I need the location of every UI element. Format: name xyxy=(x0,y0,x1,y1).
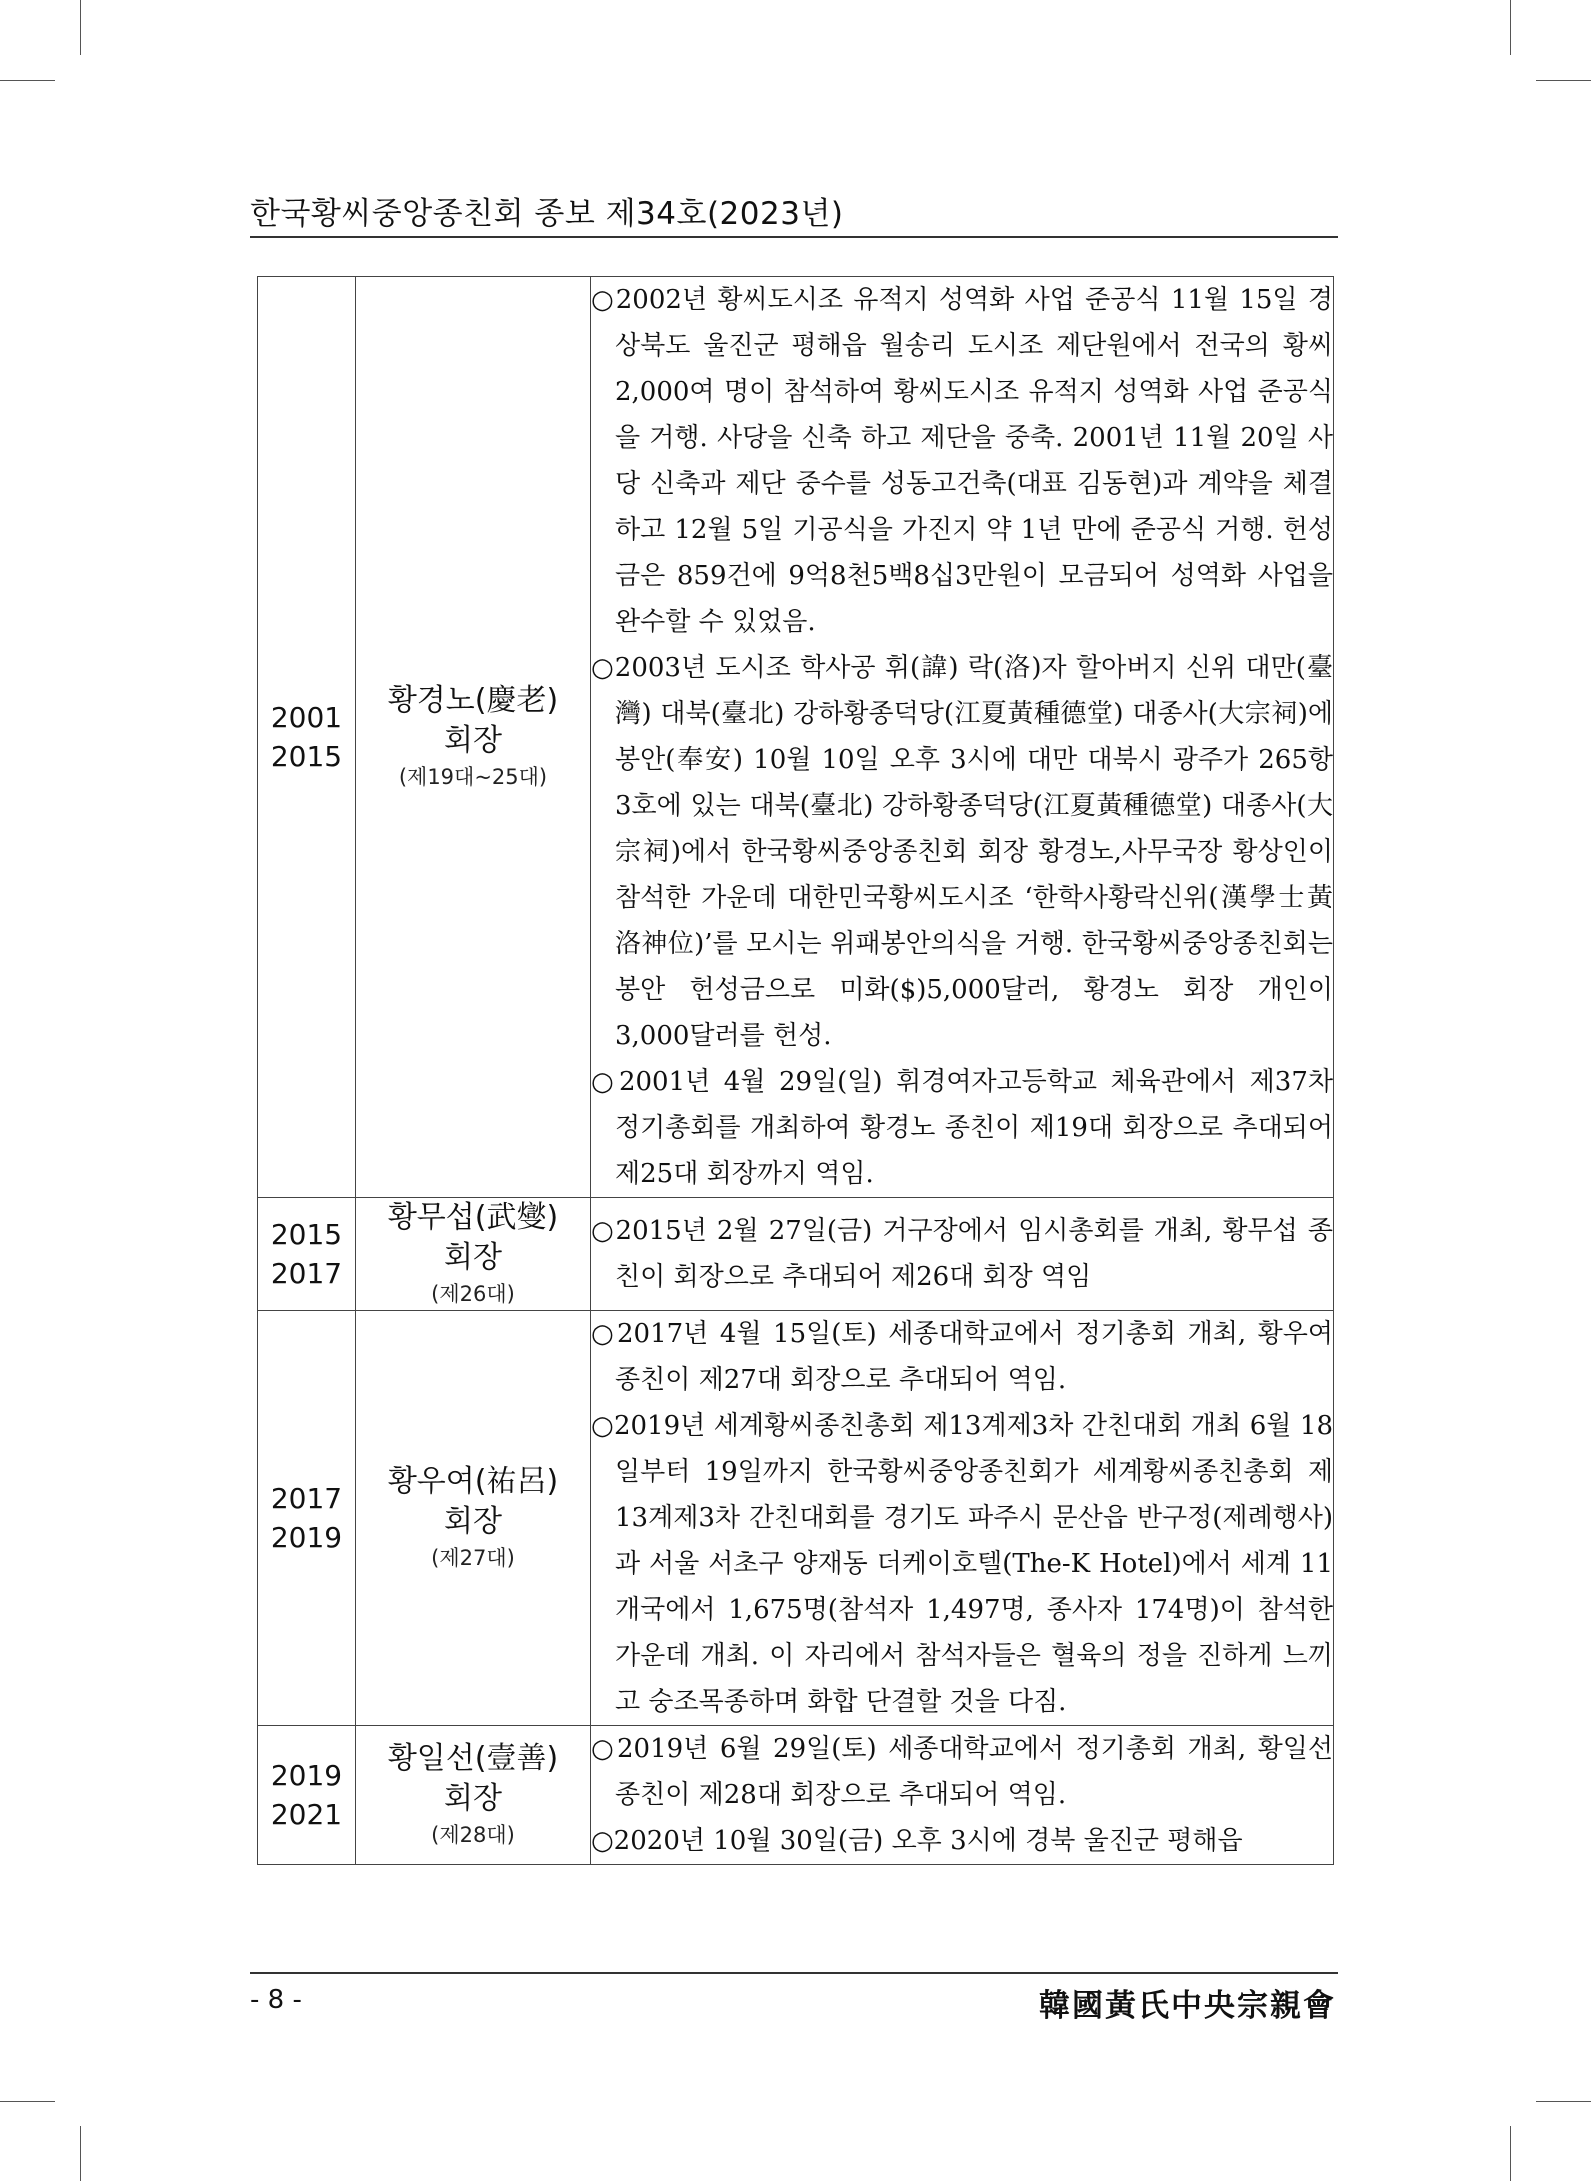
president-role: 회장 xyxy=(444,1781,502,1816)
term-label: (제27대) xyxy=(431,1546,515,1570)
crop-mark xyxy=(0,80,55,81)
crop-mark xyxy=(1536,2101,1591,2102)
table-row xyxy=(258,1726,1334,1865)
name-cell xyxy=(356,1726,591,1865)
organization-name: 韓國黃氏中央宗親會 xyxy=(1039,1988,1336,2024)
crop-mark xyxy=(80,0,81,55)
year-cell xyxy=(258,277,356,1198)
year-end: 2017 xyxy=(270,1257,343,1290)
crop-mark xyxy=(1510,0,1511,55)
events-cell xyxy=(591,277,1334,1198)
table-row xyxy=(258,277,1334,1198)
year-start: 2017 xyxy=(270,1482,343,1515)
president-name: 황우여(祐呂) xyxy=(387,1464,559,1499)
event-entry: ○2020년 10월 30일(금) 오후 3시에 경북 울진군 평해읍 xyxy=(591,1826,1243,1856)
year-cell xyxy=(258,1726,356,1865)
president-name: 황무섭(武燮) xyxy=(387,1200,559,1235)
events-cell xyxy=(591,1198,1334,1311)
crop-mark xyxy=(0,2101,55,2102)
running-header: 한국황씨중앙종친회 종보 제34호(2023년) xyxy=(250,196,844,232)
president-name: 황일선(壹善) xyxy=(387,1741,559,1776)
crop-mark xyxy=(1510,2126,1511,2181)
table-row xyxy=(258,1311,1334,1726)
president-name: 황경노(慶老) xyxy=(387,683,559,718)
footer-rule xyxy=(250,1972,1338,1974)
president-role: 회장 xyxy=(444,723,502,758)
table-row xyxy=(258,1198,1334,1311)
event-entry: ○2019년 6월 29일(토) 세종대학교에서 정기총회 개최, 황일선 종친이 제28대 회장으로 추대되어 역임. xyxy=(591,1734,1333,1810)
crop-mark xyxy=(80,2126,81,2181)
name-cell xyxy=(356,1311,591,1726)
year-end: 2015 xyxy=(270,740,343,773)
term-label: (제28대) xyxy=(431,1823,515,1847)
event-entry: ○2015년 2월 27일(금) 거구장에서 임시총회를 개최, 황무섭 종친이 회장으로 추대되어 제26대 회장 역임 xyxy=(591,1216,1333,1292)
name-cell xyxy=(356,277,591,1198)
year-start: 2019 xyxy=(270,1759,343,1792)
crop-mark xyxy=(1536,80,1591,81)
history-table xyxy=(257,276,1334,1865)
event-entry: ○2001년 4월 29일(일) 휘경여자고등학교 체육관에서 제37차 정기총회를 개최하여 황경노 종친이 제19대 회장으로 추대되어 제25대 회장까지 역임. xyxy=(591,1067,1333,1189)
year-start: 2015 xyxy=(270,1218,343,1251)
year-end: 2019 xyxy=(270,1521,343,1554)
president-role: 회장 xyxy=(444,1504,502,1539)
events-cell xyxy=(591,1311,1334,1726)
event-entry: ○2003년 도시조 학사공 휘(諱) 락(洛)자 할아버지 신위 대만(臺灣) 대북(臺北) 강하황종덕당(江夏黃種德堂) 대종사(大宗祠)에 봉안(奉安) 10월 10일 오후 3시에 대만 대북시 광주가 265항 3호에 있는 대북(臺北) 강하황종덕당(江夏黃種德堂) 대종사(大宗祠)에서 한국황씨중앙종친회 회장 황경노,사무국장 황상인이 참석한 가운데 대한민국황씨도시조 ‘한학사황락신위(漢學士黃洛神位)’를 모시는 위패봉안의식을 거행. 한국황씨중앙종친회는 봉안 헌성금으로 미화($)5,000달러, 황경노 회장 개인이 3,000달러를 헌성. xyxy=(591,653,1333,1051)
event-entry: ○2002년 황씨도시조 유적지 성역화 사업 준공식 11월 15일 경상북도 울진군 평해읍 월송리 도시조 제단원에서 전국의 황씨 2,000여 명이 참석하여 황씨도시조 유적지 성역화 사업 준공식을 거행. 사당을 신축 하고 제단을 중축. 2001년 11월 20일 사당 신축과 제단 중수를 성동고건축(대표 김동현)과 계약을 체결하고 12월 5일 기공식을 가진지 약 1년 만에 준공식 거행. 헌성금은 859건에 9억8천5백8십3만원이 모금되어 성역화 사업을 완수할 수 있었음. xyxy=(591,285,1333,637)
year-start: 2001 xyxy=(270,701,343,734)
event-entry: ○2017년 4월 15일(토) 세종대학교에서 정기총회 개최, 황우여 종친이 제27대 회장으로 추대되어 역임. xyxy=(591,1319,1333,1395)
term-label: (제26대) xyxy=(431,1282,515,1306)
year-cell xyxy=(258,1198,356,1311)
event-entry: ○2019년 세계황씨종친총회 제13계제3차 간친대회 개최 6월 18일부터 19일까지 한국황씨중앙종친회가 세계황씨종친총회 제13계제3차 간친대회를 경기도 파주시 문산읍 반구정(제례행사)과 서울 서초구 양재동 더케이호텔(The-K Hotel)에서 세계 11개국에서 1,675명(참석자 1,497명, 종사자 174명)이 참석한 가운데 개최. 이 자리에서 참석자들은 혈육의 정을 진하게 느끼고 숭조목종하며 화합 단결할 것을 다짐. xyxy=(591,1411,1333,1717)
term-label: (제19대~25대) xyxy=(398,765,548,789)
year-end: 2021 xyxy=(270,1798,343,1831)
president-role: 회장 xyxy=(444,1240,502,1275)
year-cell xyxy=(258,1311,356,1726)
page-number: - 8 - xyxy=(250,1985,302,2015)
header-rule xyxy=(250,236,1338,238)
name-cell xyxy=(356,1198,591,1311)
events-cell xyxy=(591,1726,1334,1865)
